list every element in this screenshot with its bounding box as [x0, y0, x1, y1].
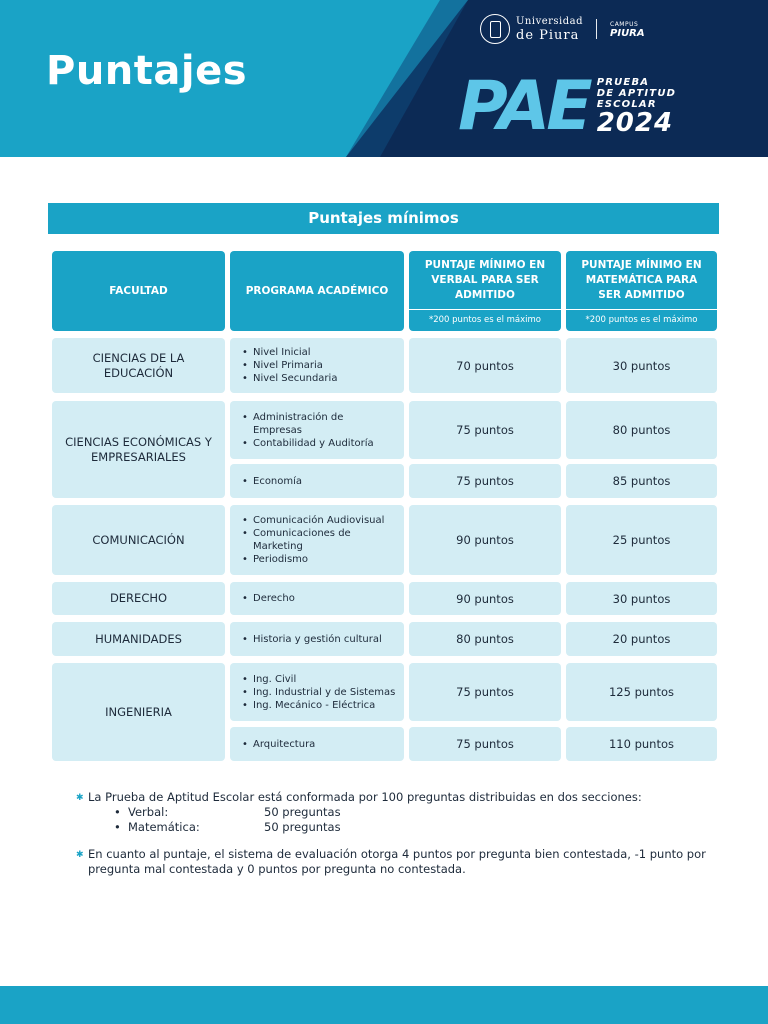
header-matematica: [566, 251, 717, 331]
program-item: • Historia y gestión cultural: [240, 633, 382, 646]
verbal-score: 75 puntos: [409, 663, 561, 721]
header-programa: PROGRAMA ACADÉMICO: [230, 251, 404, 331]
program-list: [240, 633, 382, 646]
faculty-economicas: CIENCIAS ECONÓMICAS Y EMPRESARIALES: [52, 401, 225, 498]
math-score: 25 puntos: [566, 505, 717, 575]
pae-year: 2024: [596, 108, 674, 138]
verbal-score: 75 puntos: [409, 401, 561, 459]
program-item: • Periodismo: [240, 553, 384, 566]
notes-section: [76, 790, 716, 877]
program-item: • Nivel Secundaria: [240, 372, 337, 385]
note-scoring-text: En cuanto al puntaje, el sistema de evaluación otorga 4 puntos por pregunta bien contestada, -1 punto por pregunta mal contestada y 0 puntos por pregunta no contestada.: [88, 847, 706, 876]
program-item: • Arquitectura: [240, 738, 315, 751]
program-cell: [230, 338, 404, 393]
program-list: [240, 411, 374, 450]
program-item: • Nivel Inicial: [240, 346, 337, 359]
verbal-score: 80 puntos: [409, 622, 561, 656]
university-seal-icon: [480, 14, 510, 44]
faculty-humanidades: HUMANIDADES: [52, 622, 225, 656]
program-cell: [230, 727, 404, 761]
footer-bar: [0, 986, 768, 1024]
program-cell: [230, 401, 404, 459]
math-score: 20 puntos: [566, 622, 717, 656]
pae-subtitle-1: PRUEBA: [596, 77, 650, 88]
section-value: 50 preguntas: [264, 820, 341, 834]
program-item: • Ing. Mecánico - Eléctrica: [240, 699, 395, 712]
section-name: • Verbal:: [128, 805, 169, 819]
note-structure: [76, 790, 716, 805]
program-item: • Contabilidad y Auditoría: [240, 437, 374, 450]
math-score: 30 puntos: [566, 338, 717, 393]
campus-label: CAMPUS: [610, 21, 639, 28]
program-list: [240, 592, 295, 605]
program-cell: [230, 464, 404, 498]
header-verbal: [409, 251, 561, 331]
program-cell: [230, 582, 404, 615]
logo-divider: [596, 19, 597, 39]
program-list: [240, 514, 384, 566]
program-item: • Ing. Civil: [240, 673, 395, 686]
note-structure-text: La Prueba de Aptitud Escolar está conformada por 100 preguntas distribuidas en dos secciones:: [88, 790, 642, 804]
campus-name: PIURA: [610, 28, 645, 39]
bullet-star-icon: ✱: [76, 793, 84, 803]
verbal-score: 75 puntos: [409, 464, 561, 498]
program-item: • Nivel Primaria: [240, 359, 337, 372]
program-list: [240, 738, 315, 751]
section-item: [114, 805, 716, 820]
page-title: Puntajes: [46, 48, 248, 94]
header-facultad: FACULTAD: [52, 251, 225, 331]
program-list: [240, 673, 395, 712]
pae-logo: [458, 67, 677, 146]
program-item: • Comunicación Audiovisual: [240, 514, 384, 527]
program-item: • Economía: [240, 475, 302, 488]
verbal-score: 90 puntos: [409, 582, 561, 615]
pae-subtitle-3: ESCOLAR: [596, 99, 657, 110]
verbal-score: 75 puntos: [409, 727, 561, 761]
faculty-ingenieria: INGENIERIA: [52, 663, 225, 761]
pae-subtitle-2: DE APTITUD: [596, 88, 677, 99]
program-cell: [230, 505, 404, 575]
bullet-star-icon: ✱: [76, 850, 84, 860]
header-matematica-label: PUNTAJE MÍNIMO EN MATEMÁTICA PARA SER ADMITIDO: [581, 258, 702, 301]
math-score: 125 puntos: [566, 663, 717, 721]
section-name: • Matemática:: [128, 820, 200, 834]
math-score: 30 puntos: [566, 582, 717, 615]
program-item: • Administración de Empresas: [240, 411, 350, 437]
university-name-line1: Universidad: [516, 16, 584, 27]
faculty-educacion: CIENCIAS DE LA EDUCACIÓN: [52, 338, 225, 393]
header-banner: [0, 0, 768, 157]
university-name-line2: de Piura: [516, 28, 580, 43]
program-cell: [230, 622, 404, 656]
section-title: Puntajes mínimos: [48, 203, 719, 234]
header-matematica-note: *200 puntos es el máximo: [585, 315, 698, 325]
program-cell: [230, 663, 404, 721]
section-item: [114, 820, 716, 835]
program-item: • Derecho: [240, 592, 295, 605]
verbal-score: 90 puntos: [409, 505, 561, 575]
pae-wordmark: PAE: [458, 67, 589, 146]
header-verbal-label: PUNTAJE MÍNIMO EN VERBAL PARA SER ADMITIDO: [424, 258, 546, 301]
university-logo: [480, 14, 645, 44]
header-verbal-note: *200 puntos es el máximo: [428, 315, 542, 325]
program-list: [240, 475, 302, 488]
faculty-comunicacion: COMUNICACIÓN: [52, 505, 225, 575]
section-value: 50 preguntas: [264, 805, 341, 819]
program-item: • Ing. Industrial y de Sistemas: [240, 686, 395, 699]
program-list: [240, 346, 337, 385]
faculty-derecho: DERECHO: [52, 582, 225, 615]
verbal-score: 70 puntos: [409, 338, 561, 393]
math-score: 110 puntos: [566, 727, 717, 761]
campus-logo: [610, 20, 645, 38]
sections-list: [114, 805, 716, 835]
math-score: 85 puntos: [566, 464, 717, 498]
math-score: 80 puntos: [566, 401, 717, 459]
note-scoring: [76, 847, 716, 877]
program-item: • Comunicaciones de Marketing: [240, 527, 360, 553]
